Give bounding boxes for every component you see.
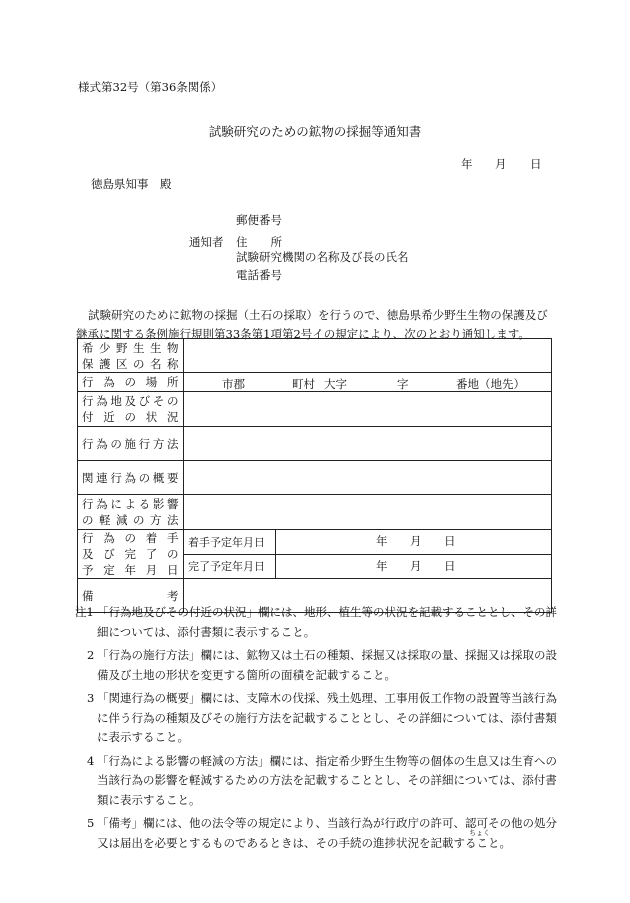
- field-method[interactable]: [184, 427, 552, 461]
- end-month: 月: [410, 558, 422, 573]
- date-day: 日: [530, 157, 542, 171]
- notes-section: [77, 603, 557, 857]
- note-item: [77, 646, 557, 685]
- intro-line: 試験研究のために鉱物の採掘（土石の採取）を行うので、徳島県希少野生生物の保護及び: [88, 308, 548, 322]
- note-number: 5: [87, 816, 95, 830]
- date-year: 年: [461, 157, 473, 171]
- label-schedule: 行為の着手 及び完了の 予定年月日: [78, 530, 184, 579]
- addressee: 徳島県知事 殿: [91, 177, 172, 191]
- notifier-label: 通知者: [189, 235, 224, 249]
- notification-form-table: [77, 338, 552, 613]
- label-protected-area-name: 希少野生生物 保護区の名称: [78, 339, 184, 373]
- end-day: 日: [444, 558, 456, 573]
- field-related-acts[interactable]: [184, 461, 552, 495]
- note-number: 2: [87, 648, 95, 662]
- address-oaza: 大字: [324, 377, 347, 391]
- note-item: [77, 752, 557, 811]
- label-related-acts: 関連行為の概要: [78, 461, 184, 495]
- note-item: [77, 689, 557, 748]
- note-text: 「行為の施行方法」欄には、鉱物又は土石の種類、採掘又は採取の量、採掘又は採取の設備及び土地の形状を変更する箇所の面積を記載すること。: [97, 648, 557, 682]
- start-month: 月: [410, 534, 422, 548]
- notifier-address: 住 所: [236, 235, 282, 249]
- address-aza: 字: [397, 377, 409, 391]
- note-number: 3: [87, 691, 95, 705]
- date-month: 月: [495, 157, 507, 171]
- start-year: 年: [376, 534, 388, 548]
- field-place[interactable]: [184, 373, 552, 392]
- end-year: 年: [376, 558, 388, 573]
- document-title: 試験研究のための鉱物の採掘等通知書: [208, 124, 422, 139]
- address-city: 市郡: [222, 377, 245, 391]
- form-number: 様式第32号（第36条関係）: [78, 80, 223, 94]
- field-start-date[interactable]: [276, 530, 552, 555]
- field-surroundings[interactable]: [184, 392, 552, 427]
- note-text: 「行為地及びその付近の状況」欄には、地形、植生等の状況を記載することとし、その詳細については、添付書類に表示すること。: [97, 605, 557, 639]
- label-remarks: 備 考: [78, 579, 184, 613]
- address-town: 町村: [292, 377, 315, 391]
- notifier-postal-code: 郵便番号: [236, 213, 282, 227]
- intro-line: 継承に関する条例施行規則第33条第1項第2号イの規定により、次のとおり通知します。: [76, 327, 530, 341]
- note-item: [77, 603, 557, 642]
- label-start-date: 着手予定年月日: [184, 530, 276, 555]
- label-place: 行為の場所: [78, 373, 184, 392]
- notifier-phone: 電話番号: [236, 268, 282, 282]
- field-mitigation[interactable]: [184, 495, 552, 530]
- ruby-annotation: ちょく: [469, 829, 490, 837]
- note-item: [77, 814, 557, 853]
- label-mitigation: 行為による影響 の軽減の方法: [78, 495, 184, 530]
- note-number: 注1: [75, 605, 94, 619]
- label-end-date: 完了予定年月日: [184, 554, 276, 579]
- note-number: 4: [87, 753, 95, 768]
- field-end-date[interactable]: [276, 554, 552, 579]
- note-text: 「備考」欄には、他の法令等の規定により、当該行為が行政庁の許可、認可その他の処分又は届出を必要とするものであるときは、その手続の進捗状況を記載すること。: [97, 816, 557, 850]
- note-text: 「行為による影響の軽減の方法」欄には、指定希少野生生物等の個体の生息又は生育への当該行為の影響を軽減するための方法を記載することとし、その詳細については、添付書類に表示すること。: [97, 753, 557, 807]
- note-text: 「関連行為の概要」欄には、支障木の伐採、残土処理、工事用仮工作物の設置等当該行為に伴う行為の種類及びその施行方法を記載することとし、その詳細については、添付書類に表示すること。: [97, 691, 557, 744]
- field-protected-area-name[interactable]: [184, 339, 552, 373]
- notifier-institution-name: 試験研究機関の名称及び長の氏名: [236, 250, 409, 264]
- address-banchi: 番地（地先）: [456, 377, 525, 391]
- label-method: 行為の施行方法: [78, 427, 184, 461]
- label-surroundings: 行為地及びその 付近の状況: [78, 392, 184, 427]
- start-day: 日: [444, 534, 456, 548]
